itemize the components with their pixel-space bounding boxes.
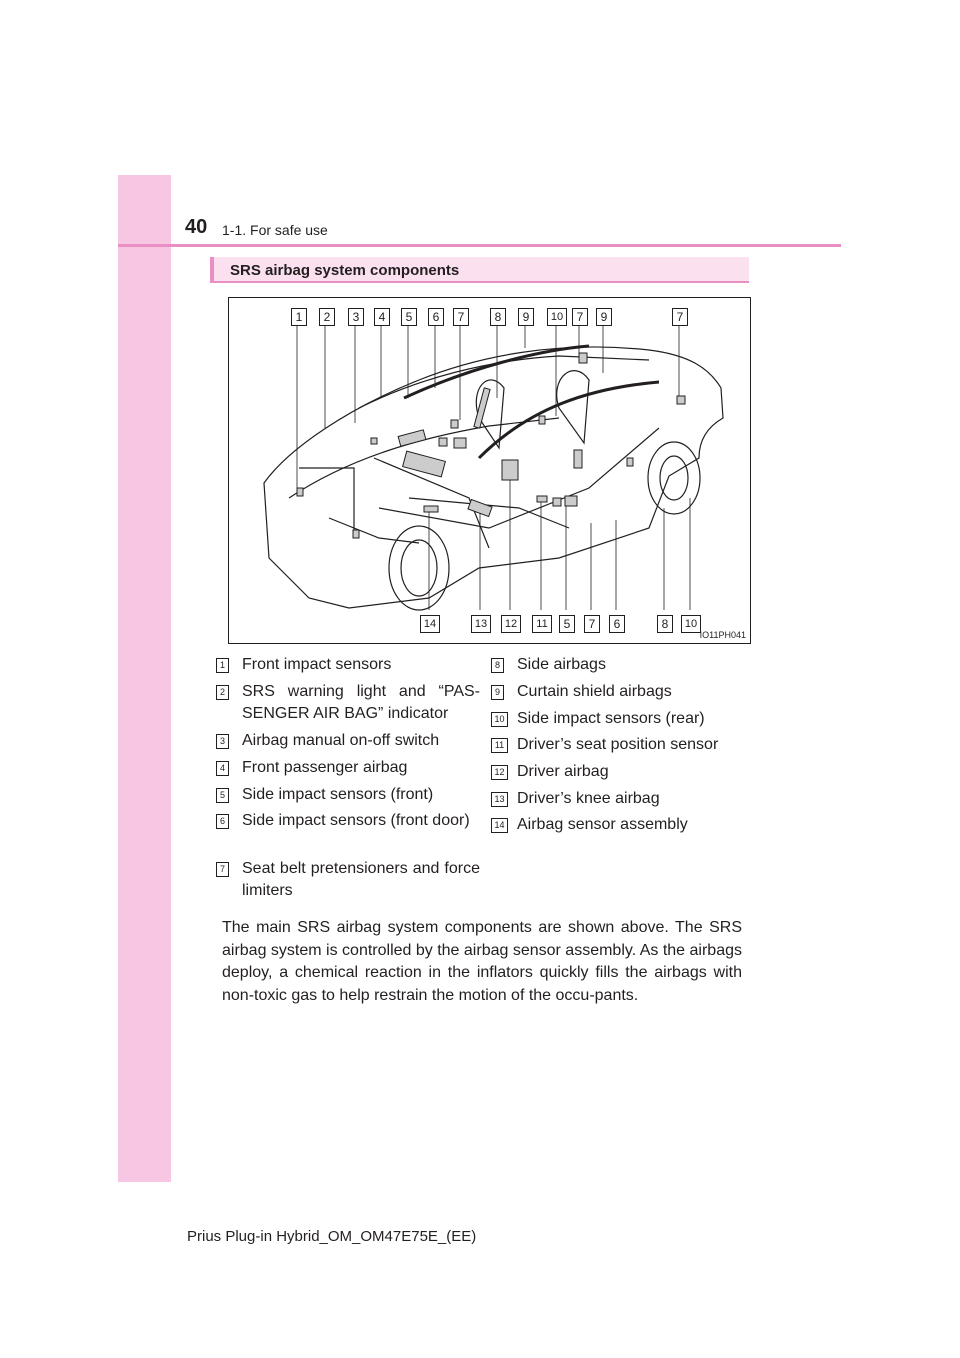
figure-code: IO11PH041 (699, 630, 746, 640)
legend-number: 10 (491, 712, 508, 727)
callout: 14 (420, 615, 440, 633)
airbag-components-figure (228, 297, 751, 644)
legend-label: Front impact sensors (242, 656, 392, 673)
footer-doc-id: Prius Plug-in Hybrid_OM_OM47E75E_(EE) (187, 1228, 477, 1245)
callout: 11 (532, 615, 552, 633)
car-illustration (229, 298, 749, 642)
legend-number: 11 (491, 738, 508, 753)
callout: 7 (572, 308, 588, 326)
legend-label: Curtain shield airbags (517, 683, 672, 700)
section-heading: SRS airbag system components (230, 262, 460, 279)
legend-number: 14 (491, 818, 508, 833)
callout: 5 (559, 615, 575, 633)
legend-number: 1 (216, 658, 229, 673)
callout: 13 (471, 615, 491, 633)
body-paragraph: The main SRS airbag system components are shown above. The SRS airbag system is controlled by the airbag sensor assembly. As the airbags deploy, a chemical reaction in the inflators quickly fills the airbags with non-toxic gas to help restrain the motion of the occu-pants. (222, 919, 742, 1004)
callout: 4 (374, 308, 390, 326)
callout: 3 (348, 308, 364, 326)
legend-number: 4 (216, 761, 229, 776)
callout: 8 (490, 308, 506, 326)
callout: 6 (609, 615, 625, 633)
legend-label: Side impact sensors (front) (242, 786, 434, 803)
callout: 10 (681, 615, 701, 633)
legend-label: Seat belt pretensioners and force limiters (242, 860, 480, 899)
legend-label: Driver’s knee airbag (517, 790, 660, 807)
legend-number: 8 (491, 658, 504, 673)
callout: 1 (291, 308, 307, 326)
legend-number: 6 (216, 814, 229, 829)
callout: 12 (501, 615, 521, 633)
callout: 9 (518, 308, 534, 326)
legend-label: Driver airbag (517, 763, 609, 780)
legend-label: Front passenger airbag (242, 759, 408, 776)
callout: 7 (584, 615, 600, 633)
legend-label: Side impact sensors (rear) (517, 710, 705, 727)
callout: 6 (428, 308, 444, 326)
legend-label: Airbag manual on-off switch (242, 732, 440, 749)
section-title: 1-1. For safe use (222, 222, 328, 238)
legend-number: 9 (491, 685, 504, 700)
callout: 7 (453, 308, 469, 326)
section-heading-bar (210, 257, 749, 283)
legend-label: Airbag sensor assembly (517, 816, 688, 833)
legend-number: 7 (216, 862, 229, 877)
callout: 2 (319, 308, 335, 326)
legend-number: 3 (216, 734, 229, 749)
legend-number: 2 (216, 685, 229, 700)
side-tab-band (118, 175, 171, 1182)
legend-label: Side airbags (517, 656, 606, 673)
page-number: 40 (185, 216, 208, 238)
callout: 9 (596, 308, 612, 326)
legend-number: 5 (216, 788, 229, 803)
callout: 7 (672, 308, 688, 326)
callout: 10 (547, 308, 567, 326)
header-divider (118, 244, 841, 247)
legend-number: 13 (491, 792, 508, 807)
legend-number: 12 (491, 765, 508, 780)
callout: 5 (401, 308, 417, 326)
legend-label: SRS warning light and “PAS-SENGER AIR BAG” indicator (242, 683, 480, 722)
legend-label: Driver’s seat position sensor (517, 736, 719, 753)
legend-label: Side impact sensors (front door) (242, 812, 470, 829)
callout: 8 (657, 615, 673, 633)
